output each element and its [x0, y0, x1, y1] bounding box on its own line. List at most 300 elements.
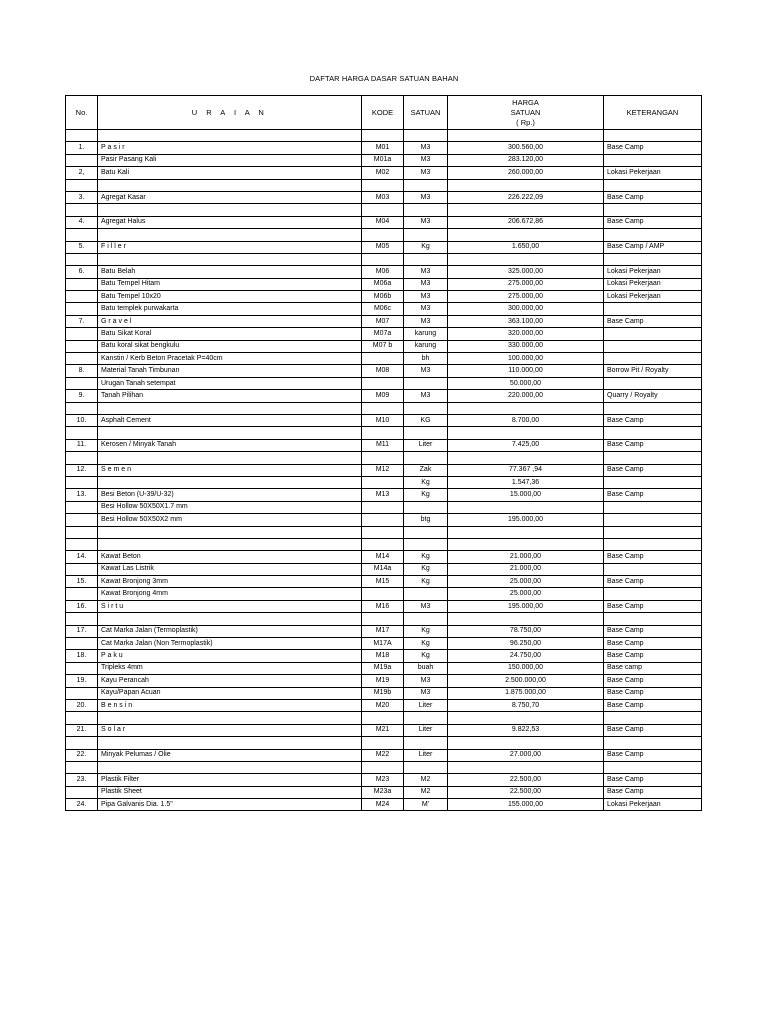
row-satuan: Liter	[404, 724, 448, 736]
row-harga: 1.547,36	[448, 476, 604, 488]
row-kode: M23	[362, 774, 404, 786]
row-satuan: M3	[404, 154, 448, 166]
table-row	[66, 687, 702, 699]
row-satuan	[404, 588, 448, 600]
row-uraian	[98, 402, 362, 414]
row-number: 13.	[66, 489, 98, 501]
table-row	[66, 328, 702, 340]
row-harga: 15.000,00	[448, 489, 604, 501]
row-harga	[448, 179, 604, 191]
row-number	[66, 229, 98, 241]
row-uraian	[98, 526, 362, 538]
row-harga	[448, 737, 604, 749]
row-harga: 195.000,00	[448, 514, 604, 526]
row-satuan	[404, 737, 448, 749]
row-keterangan	[604, 229, 702, 241]
row-harga: 9.822,53	[448, 724, 604, 736]
row-satuan: KG	[404, 414, 448, 426]
row-keterangan	[604, 737, 702, 749]
row-keterangan: Lokasi Pekerjaan	[604, 167, 702, 179]
row-number: 17.	[66, 625, 98, 637]
row-harga: 27.000,00	[448, 749, 604, 761]
table-row	[66, 427, 702, 439]
row-satuan	[404, 229, 448, 241]
row-satuan: M3	[404, 365, 448, 377]
row-uraian	[98, 737, 362, 749]
row-kode: M21	[362, 724, 404, 736]
row-number: 5.	[66, 241, 98, 253]
row-number: 19.	[66, 675, 98, 687]
row-harga: 110.000,00	[448, 365, 604, 377]
row-kode	[362, 761, 404, 773]
row-number: 12.	[66, 464, 98, 476]
row-satuan	[404, 427, 448, 439]
row-uraian: Batu Belah	[98, 266, 362, 278]
row-harga: 320.000,00	[448, 328, 604, 340]
row-keterangan	[604, 514, 702, 526]
header-row	[66, 96, 702, 130]
row-number	[66, 662, 98, 674]
table-row	[66, 514, 702, 526]
row-number	[66, 291, 98, 303]
row-satuan: M2	[404, 786, 448, 798]
table-row	[66, 551, 702, 563]
row-uraian: Batu Sikat Koral	[98, 328, 362, 340]
row-satuan: M3	[404, 687, 448, 699]
row-kode: M03	[362, 191, 404, 203]
table-row	[66, 749, 702, 761]
row-keterangan: Base Camp	[604, 699, 702, 711]
row-number	[66, 303, 98, 315]
row-keterangan	[604, 340, 702, 352]
table-row	[66, 489, 702, 501]
row-kode: M06a	[362, 278, 404, 290]
row-keterangan	[604, 179, 702, 191]
row-number	[66, 452, 98, 464]
row-satuan: bh	[404, 353, 448, 365]
row-harga: 150.000,00	[448, 662, 604, 674]
row-keterangan	[604, 588, 702, 600]
row-satuan: Kg	[404, 625, 448, 637]
row-harga	[448, 538, 604, 550]
row-kode: M17	[362, 625, 404, 637]
row-uraian: Cat Marka Jalan (Non Termoplastik)	[98, 638, 362, 650]
row-number	[66, 476, 98, 488]
table-row	[66, 377, 702, 389]
row-number: 10.	[66, 414, 98, 426]
row-number: 2,	[66, 167, 98, 179]
row-uraian	[98, 476, 362, 488]
table-row	[66, 638, 702, 650]
row-kode	[362, 712, 404, 724]
row-keterangan	[604, 154, 702, 166]
row-uraian: Kawat Bronjong 4mm	[98, 588, 362, 600]
row-keterangan	[604, 538, 702, 550]
row-harga: 275.000,00	[448, 278, 604, 290]
row-satuan: Kg	[404, 489, 448, 501]
row-satuan	[404, 179, 448, 191]
row-keterangan: Lokasi Pekerjaan	[604, 291, 702, 303]
row-uraian	[98, 253, 362, 265]
row-kode: M18	[362, 650, 404, 662]
row-number	[66, 501, 98, 513]
row-harga: 100.000,00	[448, 353, 604, 365]
row-uraian	[98, 712, 362, 724]
header-no: No.	[66, 96, 98, 130]
row-keterangan	[604, 761, 702, 773]
row-harga: 275.000,00	[448, 291, 604, 303]
row-kode	[362, 204, 404, 216]
table-row	[66, 390, 702, 402]
row-satuan	[404, 501, 448, 513]
row-number: 15.	[66, 576, 98, 588]
row-keterangan: Base Camp	[604, 551, 702, 563]
row-number: 14.	[66, 551, 98, 563]
row-keterangan: Base Camp	[604, 576, 702, 588]
row-satuan: karung	[404, 328, 448, 340]
table-row	[66, 253, 702, 265]
table-row	[66, 464, 702, 476]
row-uraian	[98, 452, 362, 464]
row-keterangan: Base Camp	[604, 439, 702, 451]
row-satuan	[404, 712, 448, 724]
row-keterangan: Base Camp	[604, 675, 702, 687]
row-satuan: Kg	[404, 241, 448, 253]
row-harga: 8.700,00	[448, 414, 604, 426]
row-harga	[448, 253, 604, 265]
row-kode: M07	[362, 315, 404, 327]
table-row	[66, 625, 702, 637]
row-harga: 25.000,00	[448, 576, 604, 588]
row-uraian: S e m e n	[98, 464, 362, 476]
row-number	[66, 786, 98, 798]
row-harga	[448, 229, 604, 241]
row-uraian: Pipa Galvanis Dia. 1.5"	[98, 799, 362, 811]
table-row	[66, 662, 702, 674]
table-body	[66, 130, 702, 811]
row-number	[66, 402, 98, 414]
row-keterangan	[604, 613, 702, 625]
row-harga: 77.367 ,94	[448, 464, 604, 476]
row-uraian: Batu Tempel Hitam	[98, 278, 362, 290]
row-number: 18.	[66, 650, 98, 662]
row-kode	[362, 253, 404, 265]
row-kode	[362, 613, 404, 625]
row-kode: M24	[362, 799, 404, 811]
row-kode: M05	[362, 241, 404, 253]
row-number	[66, 328, 98, 340]
row-harga: 25.000,00	[448, 588, 604, 600]
row-kode: M04	[362, 216, 404, 228]
header-harga	[448, 96, 604, 130]
row-uraian	[98, 427, 362, 439]
row-harga: 226.222,09	[448, 191, 604, 203]
row-satuan	[404, 538, 448, 550]
row-keterangan	[604, 712, 702, 724]
row-kode	[362, 452, 404, 464]
row-uraian	[98, 130, 362, 142]
row-harga	[448, 712, 604, 724]
row-number: 6.	[66, 266, 98, 278]
table-row	[66, 650, 702, 662]
row-kode: M20	[362, 699, 404, 711]
row-kode: M06	[362, 266, 404, 278]
table-row	[66, 439, 702, 451]
row-satuan	[404, 613, 448, 625]
row-satuan: M3	[404, 600, 448, 612]
row-keterangan: Base Camp	[604, 315, 702, 327]
row-kode: M08	[362, 365, 404, 377]
row-keterangan	[604, 353, 702, 365]
row-uraian: Besi Hollow 50X50X1.7 mm	[98, 501, 362, 513]
table-row	[66, 266, 702, 278]
table-row	[66, 204, 702, 216]
row-harga: 22.500,00	[448, 786, 604, 798]
table-row	[66, 303, 702, 315]
table-row	[66, 576, 702, 588]
row-kode	[362, 427, 404, 439]
row-uraian	[98, 613, 362, 625]
row-kode	[362, 476, 404, 488]
row-kode: M11	[362, 439, 404, 451]
table-row	[66, 353, 702, 365]
table-row	[66, 563, 702, 575]
row-kode: M19a	[362, 662, 404, 674]
row-harga: 300.560,00	[448, 142, 604, 154]
row-harga	[448, 427, 604, 439]
row-satuan: Kg	[404, 563, 448, 575]
row-harga	[448, 130, 604, 142]
row-kode: M17A	[362, 638, 404, 650]
row-uraian: Kerosen / Minyak Tanah	[98, 439, 362, 451]
row-uraian: P a k u	[98, 650, 362, 662]
row-harga: 300.000,00	[448, 303, 604, 315]
row-harga: 21.000,00	[448, 551, 604, 563]
row-keterangan: Lokasi Pekerjaan	[604, 799, 702, 811]
row-satuan	[404, 526, 448, 538]
table-row	[66, 179, 702, 191]
row-uraian: Agregat Kasar	[98, 191, 362, 203]
table-row	[66, 130, 702, 142]
row-uraian: Agregat Halus	[98, 216, 362, 228]
row-keterangan	[604, 563, 702, 575]
row-number	[66, 712, 98, 724]
row-uraian: Kanstin / Kerb Beton Pracetak P=40cm	[98, 353, 362, 365]
table-row	[66, 402, 702, 414]
row-uraian	[98, 204, 362, 216]
row-number: 7.	[66, 315, 98, 327]
table-row	[66, 315, 702, 327]
row-harga	[448, 761, 604, 773]
row-kode: M22	[362, 749, 404, 761]
row-harga: 21.000,00	[448, 563, 604, 575]
row-harga: 8.750,70	[448, 699, 604, 711]
table-row	[66, 501, 702, 513]
price-table	[65, 95, 702, 811]
row-harga: 7.425,00	[448, 439, 604, 451]
row-harga: 330.000,00	[448, 340, 604, 352]
row-kode: M15	[362, 576, 404, 588]
row-harga: 78.750,00	[448, 625, 604, 637]
row-kode	[362, 538, 404, 550]
row-uraian: Batu Kali	[98, 167, 362, 179]
row-kode: M07 b	[362, 340, 404, 352]
row-keterangan	[604, 204, 702, 216]
row-number: 22.	[66, 749, 98, 761]
table-row	[66, 452, 702, 464]
row-harga	[448, 613, 604, 625]
row-number	[66, 353, 98, 365]
row-satuan: M3	[404, 216, 448, 228]
row-kode	[362, 526, 404, 538]
row-harga: 363.100,00	[448, 315, 604, 327]
row-number: 11.	[66, 439, 98, 451]
row-harga: 50.000,00	[448, 377, 604, 389]
row-number: 8.	[66, 365, 98, 377]
row-number	[66, 737, 98, 749]
row-keterangan: Base Camp	[604, 464, 702, 476]
row-uraian: Plastik Filter	[98, 774, 362, 786]
row-satuan: M3	[404, 675, 448, 687]
row-keterangan: Base Camp	[604, 749, 702, 761]
row-uraian: Material Tanah Timbunan	[98, 365, 362, 377]
row-harga	[448, 526, 604, 538]
header-harga-line2: SATUAN	[510, 107, 541, 117]
row-uraian: Kawat Beton	[98, 551, 362, 563]
row-harga	[448, 204, 604, 216]
table-row	[66, 600, 702, 612]
row-satuan: M3	[404, 142, 448, 154]
header-uraian: U R A I A N	[98, 96, 362, 130]
row-keterangan: Base Camp	[604, 638, 702, 650]
row-uraian: F i l l e r	[98, 241, 362, 253]
row-satuan	[404, 761, 448, 773]
row-uraian: P a s i r	[98, 142, 362, 154]
row-number	[66, 340, 98, 352]
row-uraian: Batu templek purwakarta	[98, 303, 362, 315]
row-keterangan: Base Camp	[604, 191, 702, 203]
row-keterangan: Base Camp	[604, 600, 702, 612]
row-keterangan: Borrow Pit / Royalty	[604, 365, 702, 377]
row-harga	[448, 452, 604, 464]
row-uraian: Tanah Pilihan	[98, 390, 362, 402]
row-number	[66, 563, 98, 575]
row-harga: 22.500,00	[448, 774, 604, 786]
row-number	[66, 154, 98, 166]
row-uraian: S o l a r	[98, 724, 362, 736]
row-number	[66, 638, 98, 650]
row-kode: M10	[362, 414, 404, 426]
row-satuan: M'	[404, 799, 448, 811]
row-kode: M19b	[362, 687, 404, 699]
row-satuan: btg	[404, 514, 448, 526]
table-row	[66, 724, 702, 736]
table-row	[66, 154, 702, 166]
row-uraian: B e n s i n	[98, 699, 362, 711]
row-uraian: Kawat Bronjong 3mm	[98, 576, 362, 588]
row-kode: M09	[362, 390, 404, 402]
row-kode	[362, 514, 404, 526]
row-keterangan: Base Camp	[604, 489, 702, 501]
row-kode: M13	[362, 489, 404, 501]
row-kode: M06b	[362, 291, 404, 303]
table-row	[66, 414, 702, 426]
row-harga: 325.000,00	[448, 266, 604, 278]
row-keterangan	[604, 526, 702, 538]
row-satuan	[404, 377, 448, 389]
table-row	[66, 675, 702, 687]
row-harga: 195.000,00	[448, 600, 604, 612]
row-satuan	[404, 130, 448, 142]
row-satuan: Liter	[404, 749, 448, 761]
row-keterangan	[604, 377, 702, 389]
row-harga: 206.672,86	[448, 216, 604, 228]
row-keterangan: Base Camp	[604, 216, 702, 228]
row-uraian: Tripleks 4mm	[98, 662, 362, 674]
row-keterangan	[604, 328, 702, 340]
row-number: 21.	[66, 724, 98, 736]
row-uraian: Asphalt Cement	[98, 414, 362, 426]
row-kode: M16	[362, 600, 404, 612]
row-number	[66, 278, 98, 290]
row-keterangan	[604, 253, 702, 265]
row-harga: 1.875.000,00	[448, 687, 604, 699]
row-kode	[362, 130, 404, 142]
row-kode: M19	[362, 675, 404, 687]
row-satuan	[404, 253, 448, 265]
row-keterangan: Base Camp	[604, 724, 702, 736]
row-kode: M14a	[362, 563, 404, 575]
header-harga-line3: ( Rp.)	[516, 117, 535, 127]
row-harga: 24.750,00	[448, 650, 604, 662]
row-number	[66, 538, 98, 550]
row-harga	[448, 402, 604, 414]
row-satuan: M3	[404, 303, 448, 315]
row-satuan: M2	[404, 774, 448, 786]
row-keterangan: Base Camp	[604, 625, 702, 637]
row-number: 16.	[66, 600, 98, 612]
row-uraian: Minyak Pelumas / Olie	[98, 749, 362, 761]
row-keterangan: Base Camp	[604, 687, 702, 699]
row-harga: 96.250,00	[448, 638, 604, 650]
table-row	[66, 588, 702, 600]
row-uraian: Kayu/Papan Acuan	[98, 687, 362, 699]
row-satuan: Kg	[404, 476, 448, 488]
table-row	[66, 737, 702, 749]
row-uraian: Batu koral sikat bengkulu	[98, 340, 362, 352]
row-keterangan	[604, 427, 702, 439]
row-satuan: buah	[404, 662, 448, 674]
table-row	[66, 278, 702, 290]
row-uraian	[98, 538, 362, 550]
document-title: DAFTAR HARGA DASAR SATUAN BAHAN	[309, 74, 459, 83]
row-kode: M06c	[362, 303, 404, 315]
row-keterangan: Base Camp	[604, 774, 702, 786]
row-number	[66, 204, 98, 216]
row-satuan	[404, 452, 448, 464]
row-satuan: M3	[404, 167, 448, 179]
table-row	[66, 699, 702, 711]
table-row	[66, 340, 702, 352]
row-kode	[362, 377, 404, 389]
row-satuan: Kg	[404, 551, 448, 563]
row-kode: M01	[362, 142, 404, 154]
row-satuan: Kg	[404, 650, 448, 662]
table-row	[66, 538, 702, 550]
table-row	[66, 786, 702, 798]
row-keterangan	[604, 476, 702, 488]
table-row	[66, 291, 702, 303]
